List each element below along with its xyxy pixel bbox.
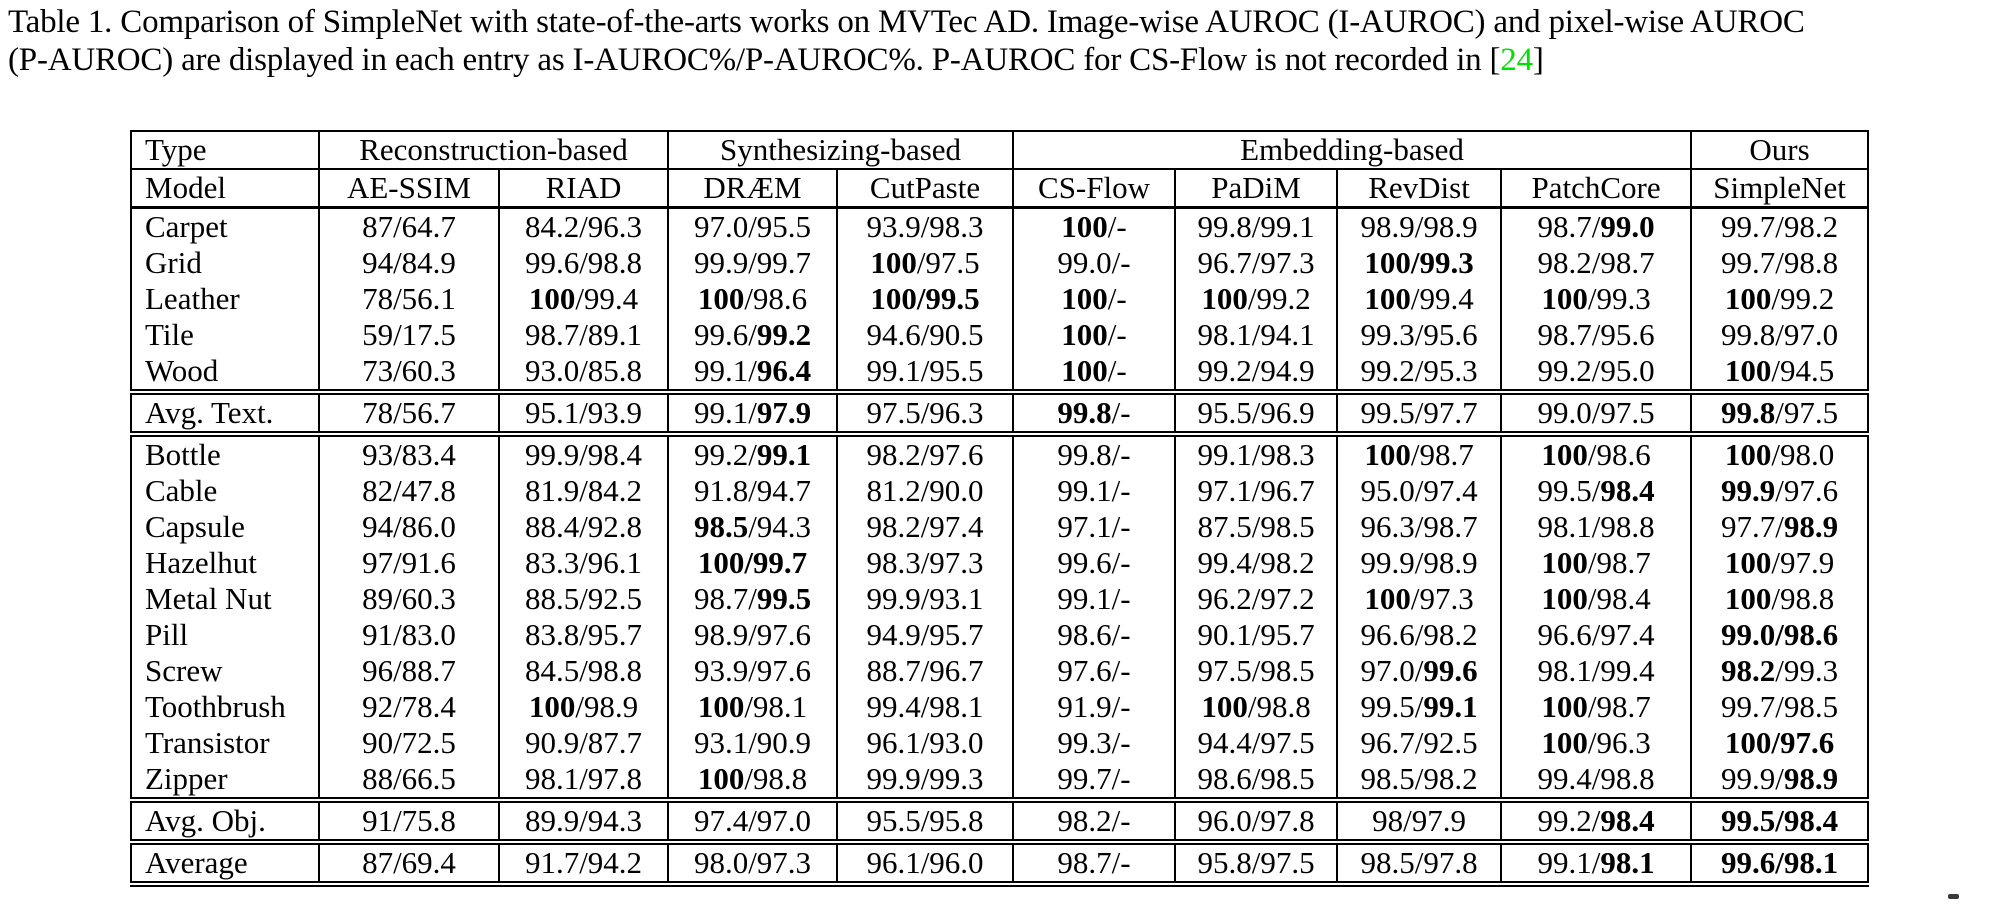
cell-zipper-patchcore: 99.4/98.8 (1501, 761, 1691, 800)
table-row-zipper (131, 761, 1868, 800)
cell-wood-ae-ssim: 73/60.3 (319, 353, 499, 392)
caption-line1: Table 1. Comparison of SimpleNet with state-of-the-arts works on MVTec AD. Image-wise AUROC (I-AUROC) and pixel-wise AUROC (8, 4, 1805, 40)
cell-screw-padim: 97.5/98.5 (1175, 653, 1337, 689)
cell-transistor-padim: 94.4/97.5 (1175, 725, 1337, 761)
cell-bottle-dr-m: 99.2/99.1 (668, 434, 837, 473)
results-table (130, 130, 1869, 887)
cell-hazelhut-ae-ssim: 97/91.6 (319, 545, 499, 581)
caption-line2-suffix: ] (1532, 41, 1544, 78)
table-row-screw (131, 653, 1868, 689)
cell-zipper-padim: 98.6/98.5 (1175, 761, 1337, 800)
cell-hazelhut-riad: 83.3/96.1 (499, 545, 668, 581)
cell-tile-cs-flow: 100/- (1013, 317, 1175, 353)
cell-metal-nut-patchcore: 100/98.4 (1501, 581, 1691, 617)
cell-screw-dr-m: 93.9/97.6 (668, 653, 837, 689)
cell-avg-text-simplenet: 99.8/97.5 (1691, 392, 1868, 434)
cell-cable-patchcore: 99.5/98.4 (1501, 473, 1691, 509)
row-label-hazelhut: Hazelhut (131, 545, 319, 581)
table-row-grid (131, 245, 1868, 281)
cell-grid-ae-ssim: 94/84.9 (319, 245, 499, 281)
model-header-patchcore: PatchCore (1501, 169, 1691, 208)
cell-cable-simplenet: 99.9/97.6 (1691, 473, 1868, 509)
cell-average-riad: 91.7/94.2 (499, 842, 668, 884)
cell-avg-text-padim: 95.5/96.9 (1175, 392, 1337, 434)
cell-wood-simplenet: 100/94.5 (1691, 353, 1868, 392)
cell-pill-dr-m: 98.9/97.6 (668, 617, 837, 653)
table-row-avg-text (131, 392, 1868, 434)
cell-pill-revdist: 96.6/98.2 (1337, 617, 1501, 653)
cell-hazelhut-cs-flow: 99.6/- (1013, 545, 1175, 581)
cell-average-cs-flow: 98.7/- (1013, 842, 1175, 884)
cell-cable-riad: 81.9/84.2 (499, 473, 668, 509)
cell-toothbrush-patchcore: 100/98.7 (1501, 689, 1691, 725)
cell-leather-padim: 100/99.2 (1175, 281, 1337, 317)
cell-leather-revdist: 100/99.4 (1337, 281, 1501, 317)
model-header-ae-ssim: AE-SSIM (319, 169, 499, 208)
cell-tile-cutpaste: 94.6/90.5 (837, 317, 1013, 353)
citation-link[interactable]: 24 (1500, 41, 1533, 78)
row-label-capsule: Capsule (131, 509, 319, 545)
cell-tile-riad: 98.7/89.1 (499, 317, 668, 353)
table-caption (8, 4, 2000, 79)
cell-avg-obj-patchcore: 99.2/98.4 (1501, 800, 1691, 842)
cell-bottle-simplenet: 100/98.0 (1691, 434, 1868, 473)
cell-cable-dr-m: 91.8/94.7 (668, 473, 837, 509)
cell-capsule-simplenet: 97.7/98.9 (1691, 509, 1868, 545)
cell-screw-revdist: 97.0/99.6 (1337, 653, 1501, 689)
results-table-body (131, 131, 1868, 884)
row-label-metal-nut: Metal Nut (131, 581, 319, 617)
model-header-padim: PaDiM (1175, 169, 1337, 208)
cell-pill-ae-ssim: 91/83.0 (319, 617, 499, 653)
cell-avg-text-dr-m: 99.1/97.9 (668, 392, 837, 434)
cell-tile-padim: 98.1/94.1 (1175, 317, 1337, 353)
row-label-carpet: Carpet (131, 208, 319, 246)
cell-metal-nut-riad: 88.5/92.5 (499, 581, 668, 617)
cell-cable-revdist: 95.0/97.4 (1337, 473, 1501, 509)
row-label-average: Average (131, 842, 319, 884)
table-row-carpet (131, 208, 1868, 246)
cell-carpet-riad: 84.2/96.3 (499, 208, 668, 246)
cell-carpet-cutpaste: 93.9/98.3 (837, 208, 1013, 246)
table-row-pill (131, 617, 1868, 653)
cell-transistor-revdist: 96.7/92.5 (1337, 725, 1501, 761)
cell-grid-padim: 96.7/97.3 (1175, 245, 1337, 281)
cell-toothbrush-revdist: 99.5/99.1 (1337, 689, 1501, 725)
row-label-leather: Leather (131, 281, 319, 317)
cell-toothbrush-riad: 100/98.9 (499, 689, 668, 725)
cell-grid-dr-m: 99.9/99.7 (668, 245, 837, 281)
cell-average-patchcore: 99.1/98.1 (1501, 842, 1691, 884)
model-header-riad: RIAD (499, 169, 668, 208)
table-row-metal-nut (131, 581, 1868, 617)
model-header-dr-m: DRÆM (668, 169, 837, 208)
row-label-tile: Tile (131, 317, 319, 353)
cell-wood-cs-flow: 100/- (1013, 353, 1175, 392)
cell-carpet-padim: 99.8/99.1 (1175, 208, 1337, 246)
row-label-avg-text: Avg. Text. (131, 392, 319, 434)
cell-leather-cutpaste: 100/99.5 (837, 281, 1013, 317)
type-header-label: Type (131, 131, 319, 169)
cell-metal-nut-cutpaste: 99.9/93.1 (837, 581, 1013, 617)
cell-pill-cutpaste: 94.9/95.7 (837, 617, 1013, 653)
cell-zipper-simplenet: 99.9/98.9 (1691, 761, 1868, 800)
cell-leather-simplenet: 100/99.2 (1691, 281, 1868, 317)
cell-leather-cs-flow: 100/- (1013, 281, 1175, 317)
cell-capsule-patchcore: 98.1/98.8 (1501, 509, 1691, 545)
cell-avg-text-ae-ssim: 78/56.7 (319, 392, 499, 434)
cell-tile-simplenet: 99.8/97.0 (1691, 317, 1868, 353)
cell-bottle-ae-ssim: 93/83.4 (319, 434, 499, 473)
cell-cable-cs-flow: 99.1/- (1013, 473, 1175, 509)
cell-leather-dr-m: 100/98.6 (668, 281, 837, 317)
cell-grid-revdist: 100/99.3 (1337, 245, 1501, 281)
cell-pill-riad: 83.8/95.7 (499, 617, 668, 653)
cell-avg-obj-riad: 89.9/94.3 (499, 800, 668, 842)
cell-avg-text-patchcore: 99.0/97.5 (1501, 392, 1691, 434)
cell-metal-nut-revdist: 100/97.3 (1337, 581, 1501, 617)
cell-average-dr-m: 98.0/97.3 (668, 842, 837, 884)
cell-avg-obj-padim: 96.0/97.8 (1175, 800, 1337, 842)
cell-carpet-ae-ssim: 87/64.7 (319, 208, 499, 246)
cell-metal-nut-simplenet: 100/98.8 (1691, 581, 1868, 617)
cell-hazelhut-simplenet: 100/97.9 (1691, 545, 1868, 581)
cell-transistor-patchcore: 100/96.3 (1501, 725, 1691, 761)
cell-wood-riad: 93.0/85.8 (499, 353, 668, 392)
cell-toothbrush-dr-m: 100/98.1 (668, 689, 837, 725)
cell-transistor-riad: 90.9/87.7 (499, 725, 668, 761)
cell-screw-riad: 84.5/98.8 (499, 653, 668, 689)
cell-tile-ae-ssim: 59/17.5 (319, 317, 499, 353)
cell-average-ae-ssim: 87/69.4 (319, 842, 499, 884)
cell-avg-text-cs-flow: 99.8/- (1013, 392, 1175, 434)
row-label-cable: Cable (131, 473, 319, 509)
table-row-cable (131, 473, 1868, 509)
cell-pill-simplenet: 99.0/98.6 (1691, 617, 1868, 653)
cell-hazelhut-revdist: 99.9/98.9 (1337, 545, 1501, 581)
cell-zipper-riad: 98.1/97.8 (499, 761, 668, 800)
cell-toothbrush-cutpaste: 99.4/98.1 (837, 689, 1013, 725)
cell-hazelhut-patchcore: 100/98.7 (1501, 545, 1691, 581)
cell-avg-text-cutpaste: 97.5/96.3 (837, 392, 1013, 434)
cell-grid-cs-flow: 99.0/- (1013, 245, 1175, 281)
cell-leather-ae-ssim: 78/56.1 (319, 281, 499, 317)
cell-transistor-cutpaste: 96.1/93.0 (837, 725, 1013, 761)
cell-avg-obj-dr-m: 97.4/97.0 (668, 800, 837, 842)
cell-transistor-cs-flow: 99.3/- (1013, 725, 1175, 761)
cell-avg-obj-cutpaste: 95.5/95.8 (837, 800, 1013, 842)
model-header-simplenet: SimpleNet (1691, 169, 1868, 208)
cell-capsule-ae-ssim: 94/86.0 (319, 509, 499, 545)
cell-avg-obj-revdist: 98/97.9 (1337, 800, 1501, 842)
cell-toothbrush-simplenet: 99.7/98.5 (1691, 689, 1868, 725)
cell-hazelhut-dr-m: 100/99.7 (668, 545, 837, 581)
cell-zipper-cutpaste: 99.9/99.3 (837, 761, 1013, 800)
cell-transistor-ae-ssim: 90/72.5 (319, 725, 499, 761)
cell-wood-padim: 99.2/94.9 (1175, 353, 1337, 392)
table-row-leather (131, 281, 1868, 317)
cell-zipper-ae-ssim: 88/66.5 (319, 761, 499, 800)
cell-average-simplenet: 99.6/98.1 (1691, 842, 1868, 884)
cell-metal-nut-ae-ssim: 89/60.3 (319, 581, 499, 617)
cell-leather-riad: 100/99.4 (499, 281, 668, 317)
row-label-bottle: Bottle (131, 434, 319, 473)
cell-bottle-revdist: 100/98.7 (1337, 434, 1501, 473)
cell-capsule-cutpaste: 98.2/97.4 (837, 509, 1013, 545)
cell-pill-cs-flow: 98.6/- (1013, 617, 1175, 653)
cell-capsule-cs-flow: 97.1/- (1013, 509, 1175, 545)
table-row-capsule (131, 509, 1868, 545)
stray-mark (1948, 894, 1959, 899)
cell-zipper-revdist: 98.5/98.2 (1337, 761, 1501, 800)
row-label-avg-obj: Avg. Obj. (131, 800, 319, 842)
row-label-screw: Screw (131, 653, 319, 689)
cell-wood-patchcore: 99.2/95.0 (1501, 353, 1691, 392)
cell-avg-text-riad: 95.1/93.9 (499, 392, 668, 434)
row-label-grid: Grid (131, 245, 319, 281)
cell-grid-patchcore: 98.2/98.7 (1501, 245, 1691, 281)
cell-carpet-cs-flow: 100/- (1013, 208, 1175, 246)
model-header-cutpaste: CutPaste (837, 169, 1013, 208)
table-row-average (131, 842, 1868, 884)
cell-grid-cutpaste: 100/97.5 (837, 245, 1013, 281)
cell-screw-patchcore: 98.1/99.4 (1501, 653, 1691, 689)
cell-wood-revdist: 99.2/95.3 (1337, 353, 1501, 392)
model-header-revdist: RevDist (1337, 169, 1501, 208)
cell-avg-obj-cs-flow: 98.2/- (1013, 800, 1175, 842)
table-row-bottle (131, 434, 1868, 473)
cell-transistor-simplenet: 100/97.6 (1691, 725, 1868, 761)
cell-average-cutpaste: 96.1/96.0 (837, 842, 1013, 884)
cell-zipper-dr-m: 100/98.8 (668, 761, 837, 800)
cell-metal-nut-padim: 96.2/97.2 (1175, 581, 1337, 617)
row-label-transistor: Transistor (131, 725, 319, 761)
table-row-avg-obj (131, 800, 1868, 842)
cell-metal-nut-dr-m: 98.7/99.5 (668, 581, 837, 617)
cell-carpet-revdist: 98.9/98.9 (1337, 208, 1501, 246)
cell-capsule-dr-m: 98.5/94.3 (668, 509, 837, 545)
model-header-label: Model (131, 169, 319, 208)
cell-hazelhut-padim: 99.4/98.2 (1175, 545, 1337, 581)
cell-hazelhut-cutpaste: 98.3/97.3 (837, 545, 1013, 581)
cell-average-revdist: 98.5/97.8 (1337, 842, 1501, 884)
cell-bottle-cs-flow: 99.8/- (1013, 434, 1175, 473)
cell-bottle-padim: 99.1/98.3 (1175, 434, 1337, 473)
cell-tile-patchcore: 98.7/95.6 (1501, 317, 1691, 353)
group-header-reconstruction-based: Reconstruction-based (319, 131, 668, 169)
cell-capsule-riad: 88.4/92.8 (499, 509, 668, 545)
caption-line2-prefix: (P-AUROC) are displayed in each entry as I-AUROC%/P-AUROC%. P-AUROC for CS-Flow is not recorded in [ (8, 41, 1501, 78)
cell-grid-simplenet: 99.7/98.8 (1691, 245, 1868, 281)
table-row-transistor (131, 725, 1868, 761)
cell-tile-dr-m: 99.6/99.2 (668, 317, 837, 353)
group-header-synthesizing-based: Synthesizing-based (668, 131, 1013, 169)
cell-bottle-riad: 99.9/98.4 (499, 434, 668, 473)
cell-toothbrush-cs-flow: 91.9/- (1013, 689, 1175, 725)
cell-bottle-cutpaste: 98.2/97.6 (837, 434, 1013, 473)
cell-transistor-dr-m: 93.1/90.9 (668, 725, 837, 761)
cell-screw-ae-ssim: 96/88.7 (319, 653, 499, 689)
cell-wood-cutpaste: 99.1/95.5 (837, 353, 1013, 392)
group-header-ours: Ours (1691, 131, 1868, 169)
group-header-embedding-based: Embedding-based (1013, 131, 1691, 169)
row-label-pill: Pill (131, 617, 319, 653)
cell-carpet-dr-m: 97.0/95.5 (668, 208, 837, 246)
cell-avg-obj-ae-ssim: 91/75.8 (319, 800, 499, 842)
cell-pill-patchcore: 96.6/97.4 (1501, 617, 1691, 653)
cell-cable-ae-ssim: 82/47.8 (319, 473, 499, 509)
cell-avg-text-revdist: 99.5/97.7 (1337, 392, 1501, 434)
cell-screw-cs-flow: 97.6/- (1013, 653, 1175, 689)
table-row-wood (131, 353, 1868, 392)
cell-zipper-cs-flow: 99.7/- (1013, 761, 1175, 800)
cell-tile-revdist: 99.3/95.6 (1337, 317, 1501, 353)
row-label-toothbrush: Toothbrush (131, 689, 319, 725)
row-label-zipper: Zipper (131, 761, 319, 800)
cell-leather-patchcore: 100/99.3 (1501, 281, 1691, 317)
cell-pill-padim: 90.1/95.7 (1175, 617, 1337, 653)
cell-toothbrush-ae-ssim: 92/78.4 (319, 689, 499, 725)
cell-average-padim: 95.8/97.5 (1175, 842, 1337, 884)
row-label-wood: Wood (131, 353, 319, 392)
cell-wood-dr-m: 99.1/96.4 (668, 353, 837, 392)
cell-cable-padim: 97.1/96.7 (1175, 473, 1337, 509)
cell-carpet-simplenet: 99.7/98.2 (1691, 208, 1868, 246)
cell-grid-riad: 99.6/98.8 (499, 245, 668, 281)
cell-screw-cutpaste: 88.7/96.7 (837, 653, 1013, 689)
cell-cable-cutpaste: 81.2/90.0 (837, 473, 1013, 509)
cell-carpet-patchcore: 98.7/99.0 (1501, 208, 1691, 246)
table-row-hazelhut (131, 545, 1868, 581)
cell-screw-simplenet: 98.2/99.3 (1691, 653, 1868, 689)
cell-metal-nut-cs-flow: 99.1/- (1013, 581, 1175, 617)
cell-avg-obj-simplenet: 99.5/98.4 (1691, 800, 1868, 842)
cell-toothbrush-padim: 100/98.8 (1175, 689, 1337, 725)
cell-bottle-patchcore: 100/98.6 (1501, 434, 1691, 473)
model-header-cs-flow: CS-Flow (1013, 169, 1175, 208)
cell-capsule-padim: 87.5/98.5 (1175, 509, 1337, 545)
table-row-toothbrush (131, 689, 1868, 725)
cell-capsule-revdist: 96.3/98.7 (1337, 509, 1501, 545)
table-row-tile (131, 317, 1868, 353)
